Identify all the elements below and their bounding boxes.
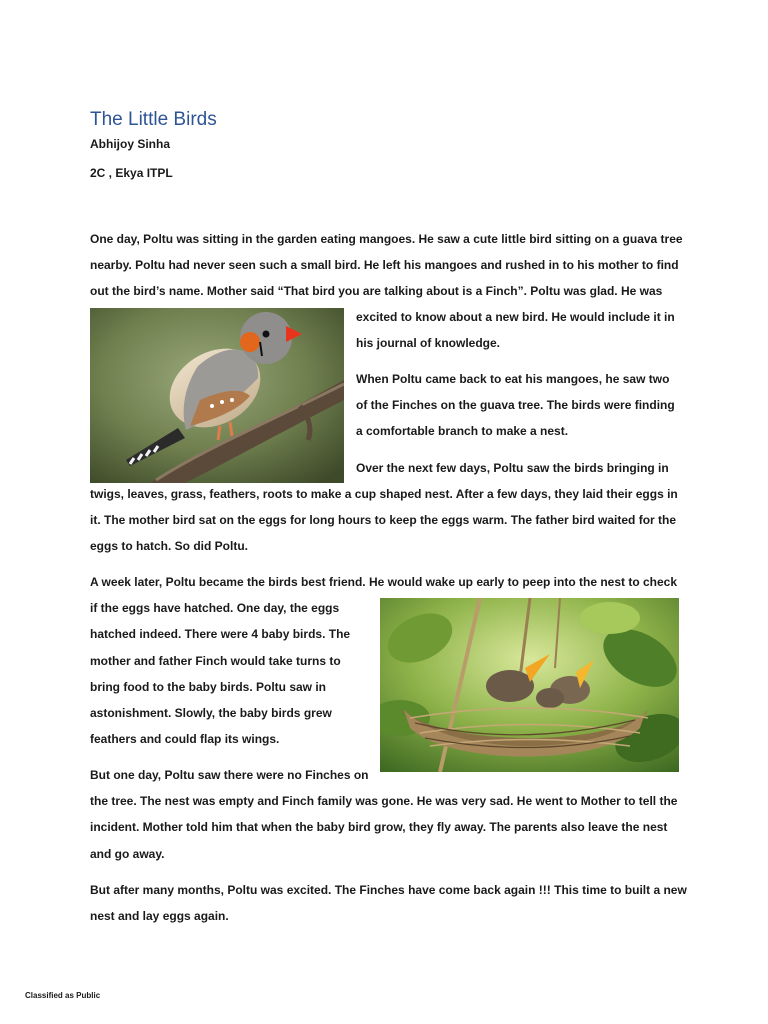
document-title: The Little Birds xyxy=(90,109,217,130)
classification-label: Classified as Public xyxy=(25,991,101,1000)
paragraph-line: nest and lay eggs again. xyxy=(90,909,229,924)
paragraph-1-cont xyxy=(356,304,675,356)
paragraph-line: his journal of knowledge. xyxy=(356,336,501,351)
paragraph-line: mother and father Finch would take turns to xyxy=(90,653,341,668)
paragraph-2 xyxy=(356,366,675,445)
paragraph-3-cont xyxy=(90,481,678,560)
paragraph-line: astonishment. Slowly, the baby birds grew xyxy=(90,706,332,721)
paragraph-line: A week later, Poltu became the birds best friend. He would wake up early to peep into the nest to check xyxy=(90,575,678,589)
nest-photo xyxy=(380,598,679,772)
paragraph-1 xyxy=(90,226,683,305)
paragraph-line: Over the next few days, Poltu saw the birds bringing in xyxy=(356,461,669,475)
paragraph-line: twigs, leaves, grass, feathers, roots to make a cup shaped nest. After a few days, they laid their eggs in xyxy=(90,487,678,501)
paragraph-line: bring food to the baby birds. Poltu saw in xyxy=(90,679,326,694)
class-info: 2C , Ekya ITPL xyxy=(90,166,173,180)
paragraph-6 xyxy=(90,877,687,929)
paragraph-line: When Poltu came back to eat his mangoes, he saw two xyxy=(356,372,670,386)
paragraph-line: eggs to hatch. So did Poltu. xyxy=(90,539,248,554)
paragraph-line: if the eggs have hatched. One day, the eggs xyxy=(90,601,340,616)
paragraph-line: of the Finches on the guava tree. The birds were finding xyxy=(356,398,675,413)
paragraph-line: hatched indeed. There were 4 baby birds. The xyxy=(90,627,351,642)
paragraph-line: But one day, Poltu saw there were no Finches on xyxy=(90,768,369,782)
paragraph-line: nearby. Poltu had never seen such a small bird. He left his mangoes and rushed in to his mother to find xyxy=(90,258,679,273)
paragraph-5 xyxy=(90,762,677,867)
paragraph-line: excited to know about a new bird. He would include it in xyxy=(356,310,675,324)
paragraph-line: out the bird’s name. Mother said “That bird you are talking about is a Finch”. Poltu was glad. He was xyxy=(90,284,663,299)
paragraph-line: But after many months, Poltu was excited. The Finches have come back again !!! This time to built a new xyxy=(90,883,687,897)
paragraph-3 xyxy=(356,455,669,481)
finch-photo xyxy=(90,308,344,483)
author-name: Abhijoy Sinha xyxy=(90,137,171,151)
paragraph-line: incident. Mother told him that when the baby bird grow, they fly away. The parents also leave the nest xyxy=(90,820,668,835)
paragraph-line: a comfortable branch to make a nest. xyxy=(356,424,569,439)
paragraph-line: and go away. xyxy=(90,846,165,861)
paragraph-line: One day, Poltu was sitting in the garden eating mangoes. He saw a cute little bird sitting on a guava tree xyxy=(90,232,683,246)
paragraph-line: the tree. The nest was empty and Finch family was gone. He was very sad. He went to Mother to tell the xyxy=(90,794,678,809)
paragraph-line: it. The mother bird sat on the eggs for long hours to keep the eggs warm. The father bird waited for the xyxy=(90,513,677,528)
paragraph-line: feathers and could flap its wings. xyxy=(90,732,280,747)
